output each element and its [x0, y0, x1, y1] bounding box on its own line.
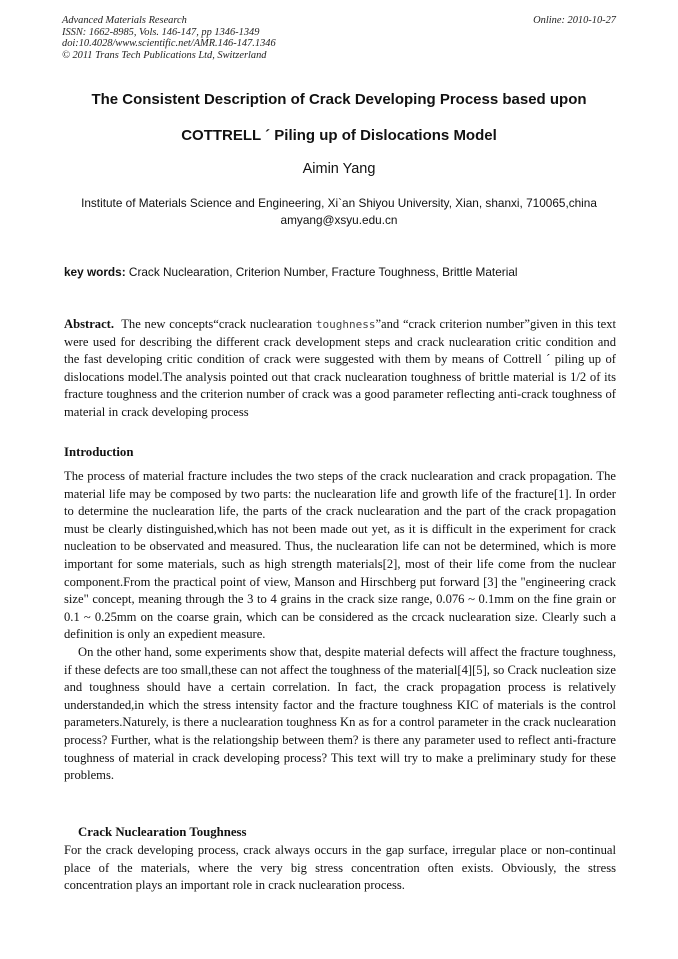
crack-nuclearation-paragraph: For the crack developing process, crack always occurs in the gap surface, irregular place or non-continual place of the materials, where the very big stress concentration often exists. Obviously, the stress concentration plays an important role in crack nuclearation process. [64, 843, 616, 893]
abstract [64, 316, 616, 422]
keywords-text: Crack Nuclearation, Criterion Number, Fracture Toughness, Brittle Material [128, 265, 518, 279]
title-line-1: The Consistent Description of Crack Developing Process based upon [91, 91, 587, 108]
abstract-text-a: The new concepts“crack nuclearation [121, 317, 313, 331]
introduction-heading: Introduction [64, 445, 134, 459]
keywords-label: key words: [64, 265, 126, 279]
introduction-paragraph-1: The process of material fracture includes the two steps of the crack nuclearation and crack propagation. The material life may be composed by two parts: the nuclearation life and growth life of the fracture[1]. In order to determine the nuclearation life, the parts of the crack nuclearation and the part of the crack propagation must be clearly distinguished,which has not been made out yet, as it is difficult in the experiment for crack nucleation to be observated and measured. Thus, the nuclearation life can not be determined, which is more important for some materials, such as high strength materials[2], most of their life come from the nuclear component.From the practical point of view, Manson and Hirschberg put forward [3] the "engineering crack size" concept, meaning through the 3 to 4 grains in the crack size range, 0.076 ~ 0.1mm on the fine grain or 0.1 ~ 0.25mm on the coarse grain, which can be considered as the crcack nuclearation size. Clearly such a definition is only an expedient measure. [64, 469, 616, 642]
journal-header [62, 15, 616, 61]
author-name: Aimin Yang [302, 161, 376, 177]
title-line-2: COTTRELL ´ Piling up of Dislocations Model [181, 127, 497, 144]
affiliation [60, 195, 618, 229]
online-date: Online: 2010-10-27 [533, 15, 616, 26]
affiliation-text: Institute of Materials Science and Engineering, Xi`an Shiyou University, Xian, shanxi, 710065,china [81, 196, 597, 210]
introduction-paragraph-2: On the other hand, some experiments show that, despite material defects will affect the fracture toughness, if these defects are too small,these can not affect the toughness of the material[4][5], so Crack nucleation size and toughness should have a certain correlation. In fact, the crack propagation process is relatively understanded,in which the stress intensity factor and the fracture toughness KIC of materials is the control parameters.Naturely, is there a nuclearation toughness Kn as for a control parameter in the crack nuclearation process? Further, what is the relationgship between them? is there any parameter used to reflect anti-fracture toughness of material in crack developing process? This text will try to make a preliminary study for these problems. [64, 644, 616, 783]
introduction-body [64, 468, 616, 785]
abstract-text-b: ”and “crack criterion number”given in this text were used for describing the different crack development steps and crack nuclearation critic condition and the fast developing critic condition of crack were suggested with them by means of Cottrell ´ piling up of dislocations model.The analysis pointed out that crack nuclearation toughness of brittle material is 1/2 of its fracture toughness and the criterion number of crack was a good parameter reflecting anti-crack toughness of material in crack developing process [64, 317, 616, 419]
author-email: amyang@xsyu.edu.cn [280, 213, 398, 227]
journal-name: Advanced Materials Research [62, 15, 187, 26]
keywords [64, 265, 624, 279]
abstract-label: Abstract. [64, 317, 115, 331]
abstract-mono-word: toughness [315, 318, 376, 331]
crack-nuclearation-body [64, 842, 616, 895]
issn-line: ISSN: 1662-8985, Vols. 146-147, pp 1346-1349 [62, 26, 260, 38]
copyright-line: © 2011 Trans Tech Publications Ltd, Switzerland [62, 49, 267, 61]
crack-nuclearation-heading: Crack Nuclearation Toughness [78, 825, 247, 839]
doi-line: doi:10.4028/www.scientific.net/AMR.146-147.1346 [62, 38, 276, 50]
